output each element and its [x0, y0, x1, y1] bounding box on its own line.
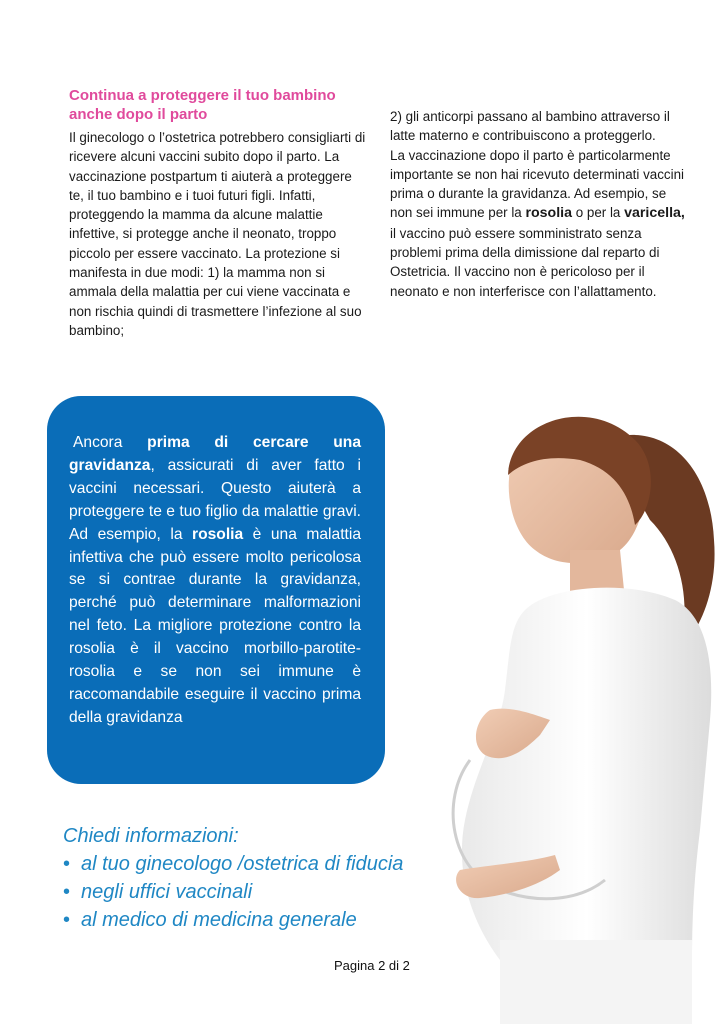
bullet-icon: • — [63, 909, 71, 931]
text-run: La vaccinazione dopo il parto è particolarmente importante se non hai ricevuto determinati vaccini prima o durante la gravidanza. Ad esempio, se non sei immune per la — [390, 147, 684, 221]
page-number: Pagina 2 di 2 — [334, 958, 410, 973]
list-item — [63, 906, 493, 934]
right-paragraph-2 — [390, 146, 690, 301]
right-column — [390, 107, 690, 301]
list-item-text: negli uffici vaccinali — [81, 881, 253, 903]
keyword-varicella: varicella, — [624, 205, 685, 222]
info-title: Chiedi informazioni: — [63, 825, 239, 847]
info-list — [63, 850, 493, 934]
right-paragraph-1: 2) gli anticorpi passano al bambino attraverso il latte materno e contribuiscono a proteggerlo. — [390, 109, 670, 144]
bullet-icon: • — [63, 881, 71, 903]
text-run: o per la — [572, 205, 625, 221]
keyword-prima-gravidanza: prima di cercare una gravidanza — [69, 434, 361, 474]
text-run: è una malattia infettiva che può essere molto pericolosa se si contrae durante la gravidanza, perché può determinare malformazioni nel feto. La migliore protezione contro la rosolia è il vaccino morbillo-parotite-rosolia e se non sei immune è raccomandabile eseguire il vaccino prima della gravidanza — [69, 525, 361, 726]
list-item-text: al medico di medicina generale — [81, 909, 357, 931]
list-item — [63, 878, 493, 906]
info-section — [63, 822, 493, 934]
left-paragraph: Il ginecologo o l’ostetrica potrebbero consigliarti di ricevere alcuni vaccini subito dopo il parto. La vaccinazione postpartum ti aiuterà a proteggere te, il tuo bambino e i tuoi futuri figli. Infatti, proteggendo la mamma da alcune malattie infettive, si protegge anche il neonato, troppo piccolo per essere vaccinato. La protezione si manifesta in due modi: 1) la mamma non si ammala della malattia per cui viene vaccinata e non rischia quindi di trasmettere l’infezione al suo bambino; — [69, 130, 366, 338]
text-run: , assicurati di aver fatto i vaccini necessari. Questo aiuterà a proteggere te e tuo figlio da malattie gravi. Ad esempio, la — [69, 456, 361, 543]
section-heading: Continua a proteggere il tuo bambino anche dopo il parto — [69, 87, 336, 123]
list-item — [63, 850, 493, 878]
bullet-icon: • — [63, 853, 71, 875]
left-column — [69, 86, 369, 340]
highlight-text — [69, 432, 361, 730]
keyword-rosolia: rosolia — [525, 205, 572, 222]
list-item-text: al tuo ginecologo /ostetrica di fiducia — [81, 853, 404, 875]
text-run: il vaccino può essere somministrato senza problemi prima della dimissione dal reparto di Ostetricia. Il vaccino non è pericoloso per il neonato e non interferisce con l’allattamento. — [390, 225, 660, 299]
text-run: Ancora — [73, 434, 148, 451]
keyword-rosolia: rosolia — [192, 525, 244, 543]
